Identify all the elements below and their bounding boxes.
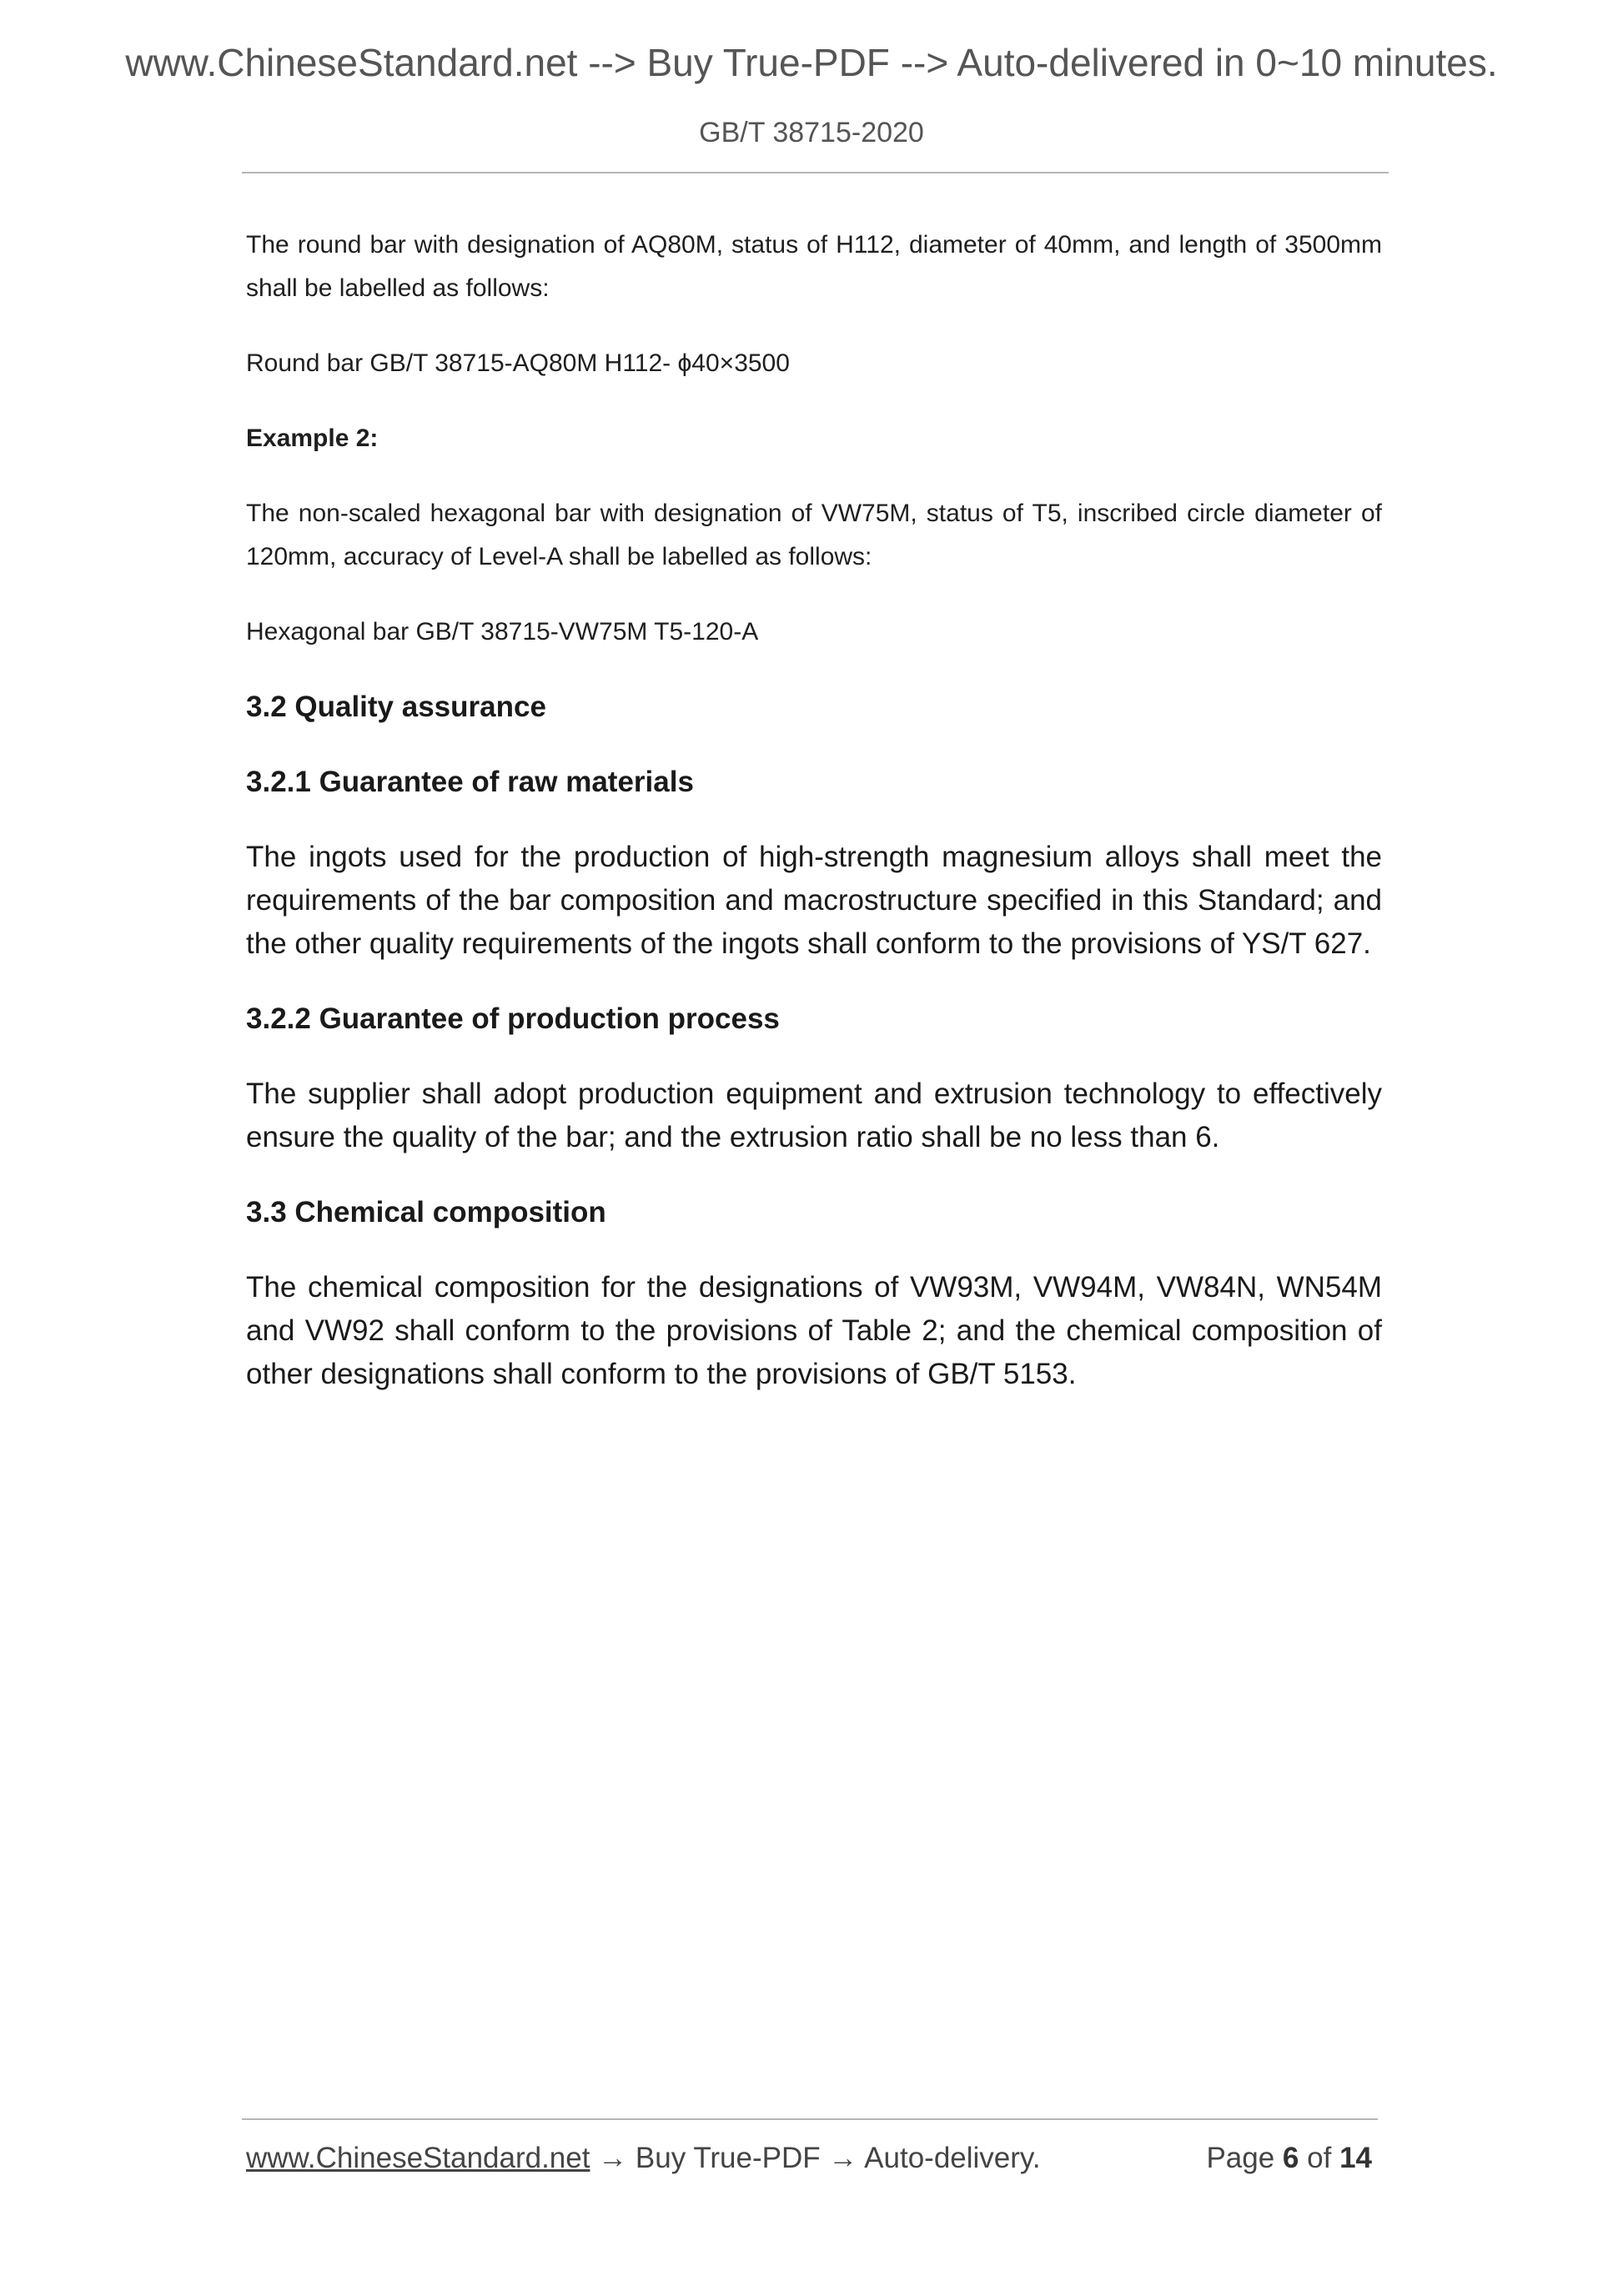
section-3-3-heading: 3.3 Chemical composition — [246, 1196, 606, 1228]
section-3-2-2-text: The supplier shall adopt production equipment and extrusion technology to effectively ensure the quality of the bar; and the extrusion ratio shall be no less than 6. — [246, 1078, 1382, 1153]
section-3-2-1-heading: 3.2.1 Guarantee of raw materials — [246, 766, 694, 798]
example2-heading: Example 2: — [246, 425, 379, 452]
page-footer — [246, 2142, 1372, 2175]
document-code: GB/T 38715-2020 — [699, 117, 924, 148]
footer-site-link[interactable]: www.ChineseStandard.net — [246, 2142, 590, 2174]
site-banner: www.ChineseStandard.net --> Buy True-PDF --> Auto-delivered in 0~10 minutes. — [125, 41, 1498, 84]
footer-divider — [242, 2118, 1378, 2120]
page-total: 14 — [1339, 2142, 1372, 2174]
section-3-2-2-heading: 3.2.2 Guarantee of production process — [246, 1002, 780, 1035]
section-3-2-heading: 3.2 Quality assurance — [246, 691, 546, 723]
example2-label-text: Hexagonal bar GB/T 38715-VW75M T5-120-A — [246, 618, 759, 646]
page-indicator — [1206, 2142, 1372, 2175]
header-divider — [242, 172, 1389, 173]
section-3-2-1-text: The ingots used for the production of high-strength magnesium alloys shall meet the requirements of the bar composition and macrostructure specified in this Standard; and the other quality requirements of the ingots shall conform to the provisions of YS/T 627. — [246, 841, 1382, 960]
page-number: 6 — [1282, 2142, 1299, 2174]
footer-tagline: → Buy True-PDF → Auto-delivery. — [590, 2142, 1041, 2174]
section-3-3-text: The chemical composition for the designations of VW93M, VW94M, VW84N, WN54M and VW92 shall conform to the provisions of Table 2; and the chemical composition of other designations shall conform to the provisions of GB/T 5153. — [246, 1271, 1382, 1390]
example1-description: The round bar with designation of AQ80M, status of H112, diameter of 40mm, and length of 3500mm shall be labelled as follows: — [246, 231, 1382, 302]
example1-label-text: Round bar GB/T 38715-AQ80M H112- ϕ40×3500 — [246, 349, 790, 377]
page-content — [246, 224, 1382, 1428]
example2-description: The non-scaled hexagonal bar with designation of VW75M, status of T5, inscribed circle diameter of 120mm, accuracy of Level-A shall be labelled as follows: — [246, 500, 1382, 570]
of-word: of — [1307, 2142, 1332, 2174]
page-word: Page — [1206, 2142, 1275, 2174]
